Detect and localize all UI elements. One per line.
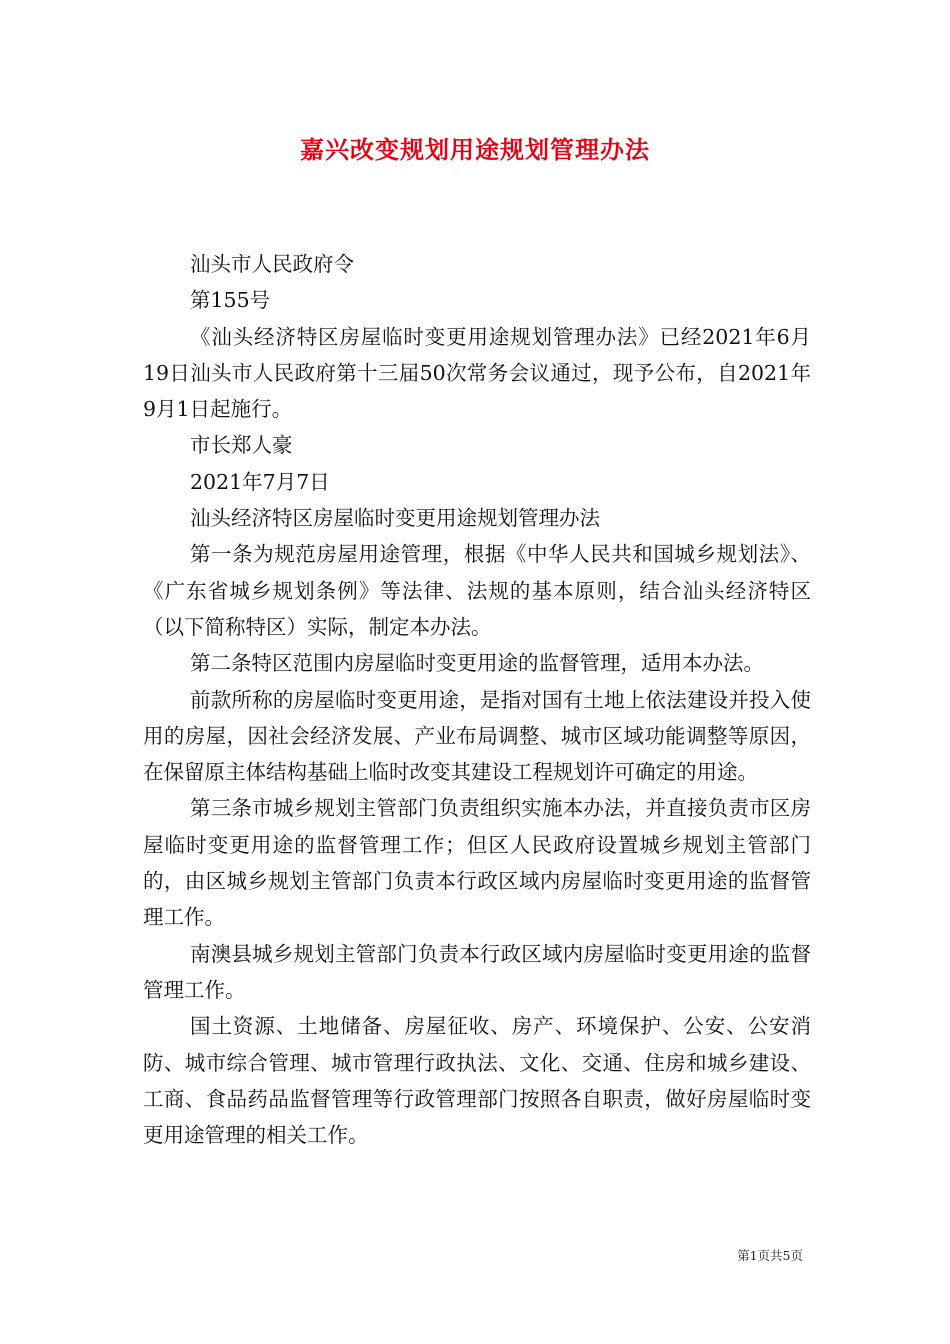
article-3: 第三条市城乡规划主管部门负责组织实施本办法，并直接负责市区房屋临时变更用途的监督管理工作；但区人民政府设置城乡规划主管部门的，由区城乡规划主管部门负责本行政区域内房屋临时变更用途的监督管理工作。 [143,796,811,930]
decree-number: 第155号 [190,288,271,313]
decree-date: 2021年7月7日 [190,469,330,494]
article-3-clause-3: 国土资源、土地储备、房屋征收、房产、环境保护、公安、公安消防、城市综合管理、城市管理行政执法、文化、交通、住房和城乡建设、工商、食品药品监督管理等行政管理部门按照各自职责，做好房屋临时变更用途管理的相关工作。 [143,1014,811,1148]
page-number: 第1页共5页 [737,1248,803,1263]
article-2-clause: 前款所称的房屋临时变更用途，是指对国有土地上依法建设并投入使用的房屋，因社会经济发展、产业布局调整、城市区域功能调整等原因，在保留原主体结构基础上临时改变其建设工程规划许可确定的用途。 [143,687,811,785]
regulation-name: 汕头经济特区房屋临时变更用途规划管理办法 [190,506,600,531]
document-body [143,246,811,1153]
article-1: 第一条为规范房屋用途管理，根据《中华人民共和国城乡规划法》、《广东省城乡规划条例》等法律、法规的基本原则，结合汕头经济特区（以下简称特区）实际，制定本办法。 [143,542,811,639]
decree-issuer: 汕头市人民政府令 [190,252,354,276]
mayor-signature-line: 市长郑人豪 [190,433,293,458]
document-title: 嘉兴改变规划用途规划管理办法 [300,135,650,164]
announcement-paragraph: 《汕头经济特区房屋临时变更用途规划管理办法》已经2021年6月19日汕头市人民政府第十三届50次常务会议通过，现予公布，自2021年9月1日起施行。 [143,324,811,422]
article-3-clause-2: 南澳县城乡规划主管部门负责本行政区域内房屋临时变更用途的监督管理工作。 [143,941,811,1002]
article-2: 第二条特区范围内房屋临时变更用途的监督管理，适用本办法。 [190,651,764,676]
